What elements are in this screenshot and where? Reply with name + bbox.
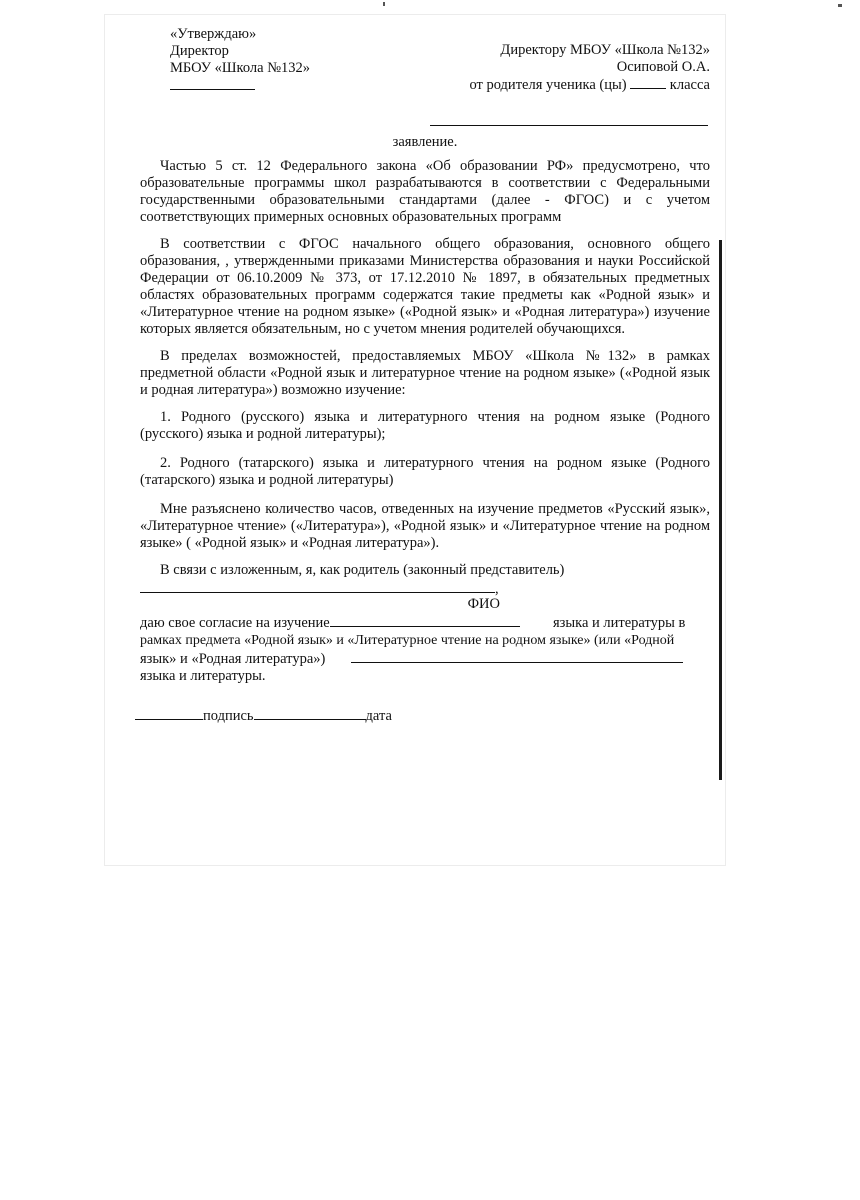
scan-speck (838, 4, 842, 7)
grade-blank[interactable] (630, 76, 666, 89)
language-blank[interactable] (330, 613, 520, 627)
approval-school: МБОУ «Школа №132» (170, 60, 311, 76)
paragraph-explained: Мне разъяснено количество часов, отведенных на изучение предметов «Русский язык», «Литературное чтение» («Литература»), «Родной язык» и «Литературное чтение на родном языке» ( «Родной язык» и «Родная литература»). (140, 501, 710, 551)
addressee-block (390, 42, 710, 94)
alt-language-blank[interactable] (351, 649, 683, 663)
approval-position: Директор (170, 43, 229, 59)
consent-block (140, 562, 710, 685)
signature-blank[interactable] (135, 706, 203, 720)
addressee-name: Осиповой О.А. (616, 59, 710, 75)
consent-line-3: язык» и «Родная литература») (140, 649, 710, 668)
consent-agree-line: даю свое согласие на изучение языка и литературы в (140, 615, 686, 631)
scan-edge-line (719, 240, 722, 780)
paragraph-fgos: В соответствии с ФГОС начального общего образования, основного общего образования, , утвержденными приказами Министерства образования и науки Российской Федерации от 06.10.2009 № 373, от 17.12.2010 № 1897, в обязательных предметных областях образовательных программ содержатся такие предметы как «Родной язык» и «Литературное чтение на родном языке» («Родной язык» и «Родная литература») изучение которых является обязательным, но с учетом мнения родителей обучающихся. (140, 236, 710, 337)
paragraph-possibilities: В пределах возможностей, предоставляемых МБОУ «Школа №132» в рамках предметной области «Родной язык и литературное чтение на родном языке» («Родной язык и родная литература») возможно изучение: (140, 348, 710, 398)
approval-block (170, 26, 370, 90)
consent-lead: В связи с изложенным, я, как родитель (законный представитель) (160, 562, 565, 578)
approval-label: «Утверждаю» (170, 26, 257, 42)
addressee-to: Директору МБОУ «Школа №132» (500, 42, 710, 58)
signature-row (135, 706, 392, 725)
fio-label: ФИО (467, 596, 500, 612)
option-tatar: 2. Родного (татарского) языка и литературного чтения на родном языке (Родного (татарского) языка и родной литературы) (140, 455, 710, 488)
scan-speck (383, 2, 385, 6)
consent-line-2: рамках предмета «Родной язык» и «Литературное чтение на родном языке» (или «Родной (140, 633, 675, 648)
consent-line-4: языка и литературы. (140, 668, 266, 684)
document-title: заявление. (392, 134, 458, 150)
fio-blank[interactable] (140, 579, 495, 593)
date-label: дата (365, 708, 392, 724)
approval-signature-blank[interactable] (170, 77, 255, 90)
addressee-from: от родителя ученика (цы) класса (469, 77, 710, 93)
date-blank[interactable] (254, 706, 366, 720)
paragraph-law: Частью 5 ст. 12 Федерального закона «Об образовании РФ» предусмотрено, что образовательные программы школ разрабатываются в соответствии с Федеральными государственными образовательными стандартами (далее - ФГОС) и с учетом соответствующих примерных основных образовательных программ (140, 158, 710, 225)
document-body (140, 158, 710, 685)
signature-label: подпись (203, 708, 254, 724)
parent-name-blank[interactable] (430, 125, 708, 126)
fio-line: , (140, 579, 710, 596)
option-russian: 1. Родного (русского) языка и литературного чтения на родном языке (Родного (русского) языка и родной литературы); (140, 409, 710, 442)
